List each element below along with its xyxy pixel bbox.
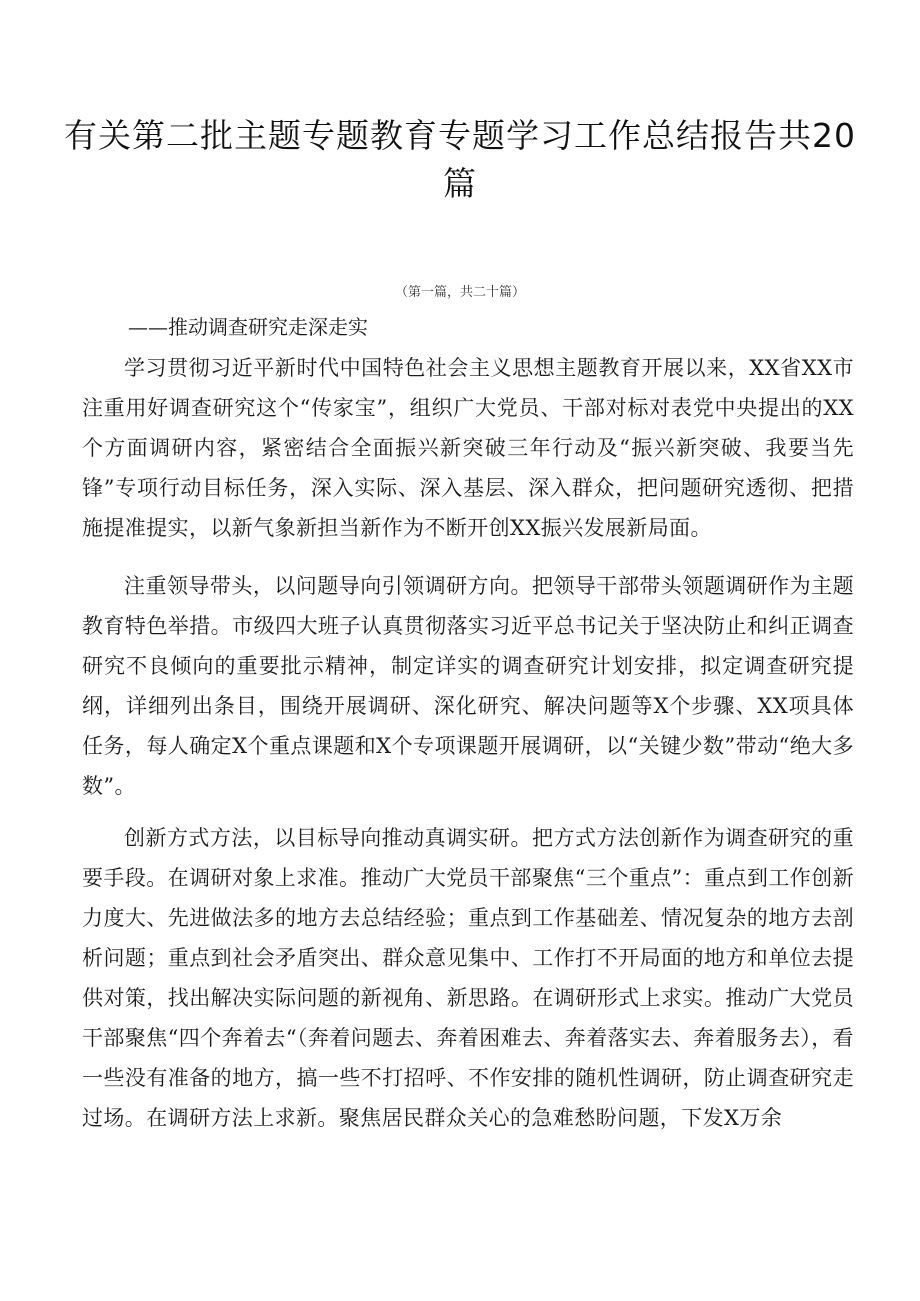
paragraph-1: 学习贯彻习近平新时代中国特色社会主义思想主题教育开展以来，XX省XX市注重用好调查研究这个“传家宝”，组织广大党员、干部对标对表党中央提出的XX个方面调研内容，紧密结合全面振兴新突破三年行动及“振兴新突破、我要当先锋”专项行动目标任务，深入实际、深入基层、深入群众，把问题研究透彻、把措施提准提实，以新气象新担当新作为不断开创XX振兴发展新局面。 xyxy=(82,356,854,540)
document-subtitle: （第一篇，共二十篇） xyxy=(394,285,525,300)
paragraph-3: 创新方式方法，以目标导向推动真调实研。把方式方法创新作为调查研究的重要手段。在调研对象上求准。推动广大党员干部聚焦“三个重点”：重点到工作创新力度大、先进做法多的地方去总结经验；重点到工作基础差、情况复杂的地方去剖析问题；重点到社会矛盾突出、群众意见集中、工作打不开局面的地方和单位去提供对策，找出解决实际问题的新视角、新思路。在调研形式上求实。推动广大党员干部聚焦“四个奔着去“（奔着问题去、奔着困难去、奔着落实去、奔着服务去），看一些没有准备的地方，搞一些不打招呼、不作安排的随机性调研，防止调查研究走过场。在调研方法上求新。聚焦居民群众关心的急难愁盼问题，下发X万余 xyxy=(82,826,854,1130)
document-lead: ——推动调查研究走深走实 xyxy=(128,315,368,339)
document-title: 有关第二批主题专题教育专题学习工作总结报告共20篇 xyxy=(64,116,856,203)
paragraph-2: 注重领导带头，以问题导向引领调研方向。把领导干部带头领题调研作为主题教育特色举措。市级四大班子认真贯彻落实习近平总书记关于坚决防止和纠正调查研究不良倾向的重要批示精神，制定详实的调查研究计划安排，拟定调查研究提纲，详细列出条目，围绕开展调研、深化研究、解决问题等X个步骤、XX项具体任务，每人确定X个重点课题和X个专项课题开展调研，以“关键少数”带动“绝大多数”。 xyxy=(82,574,854,798)
